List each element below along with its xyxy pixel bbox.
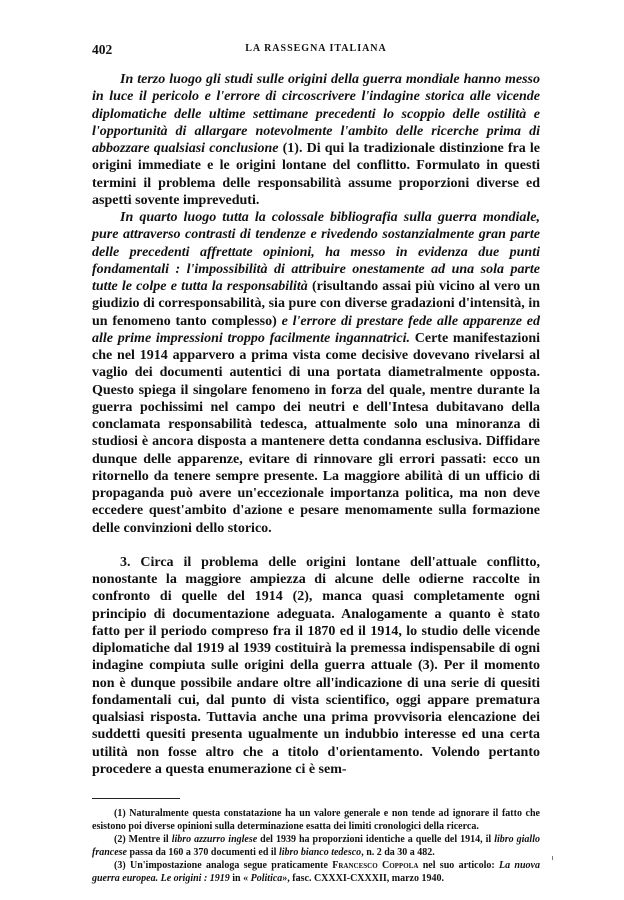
paragraph-2 <box>92 209 540 537</box>
paragraph-2-text-1: (risultando assai più vicino al vero un giudizio di corresponsabilità, sia pure con diverse gradazioni d'intensità, in un fenomeno tanto complesso) <box>92 279 540 329</box>
paragraph-2-text-2: Certe manifestazioni che nel 1914 apparvero a prima vista come decisive dovevano rivelarsi al vaglio dei documenti autentici di una portata diametralmente opposta. Questo spiega il singolare fenomeno in forza del quale, mentre durante la guerra pochissimi nel campo dei neutri e dell'Intesa dubitavano della conclamata responsabilità tedesca, attualmente solo una minoranza di studiosi è ancora disposta a mantenere detta condanna esclusiva. Diffidare dunque delle apparenze, evitare di rinnovare gli errori passati: ecco un ritornello da tenere sempre presente. La maggiore abilità di un ufficio di propaganda può avere un'eccezionale importanza politica, ma non deve eccedere quest'ambito d'azione e pesare menomamente sulla formazione delle convinzioni dello storico. <box>92 330 540 536</box>
paragraph-1-italic: In terzo luogo gli studi sulle origini della guerra mondiale hanno messo in luce il pericolo e l'errore di circoscrivere l'indagine storica alle vicende diplomatiche delle ultime settimane precedenti lo scoppio delle ostilità e l'opportunità di allargare notevolmente l'ambito delle ricerche prima di abbozzare qualsiasi conclusione <box>92 72 540 156</box>
page-number: 402 <box>92 42 113 57</box>
footnote-3-italic: Politica <box>250 873 283 884</box>
footnote-3 <box>92 859 540 885</box>
paragraph-2-italic-2: e l'errore di prestare fede alle apparenze ed alle prime impressioni troppo facilmente ingannatrici. <box>92 313 540 346</box>
footnote-2-text: del 1939 ha proporzioni identiche a quelle del 1914, il <box>257 834 495 845</box>
paragraph-1 <box>92 71 540 209</box>
footnote-2-italic: libro giallo francese <box>92 834 540 858</box>
page-header <box>92 42 540 58</box>
footnote-2-italic: libro bianco tedesco <box>278 847 362 858</box>
paragraph-3: 3. Circa il problema delle origini lontane dell'attuale conflitto, nonostante la maggiore ampiezza di alcune delle odierne raccolte in confronto di quelle del 1914 (2), manca quasi completamente ogni principio di documentazione adeguata. Analogamente a quanto è stato fatto per il periodo compreso fra il 1870 ed il 1914, lo studio delle vicende diplomatiche dal 1919 al 1939 costituirà la premessa indispensabile di ogni indagine compiuta sulle origini della guerra attuale (3). Per il momento non è dunque possibile andare oltre all'indicazione di una serie di quesiti fondamentali cui, dal punto di vista scientifico, oggi appare prematura qualsiasi risposta. Tuttavia anche una prima provvisoria elencazione dei suddetti quesiti presenta ugualmente un indubbio interesse ed una certa utilità non fosse altro che a titolo d'orientamento. Volendo pertanto procedere a questa enumerazione ci è sem- <box>92 554 540 777</box>
footnote-2-text: passa da 160 a 370 documenti ed il <box>127 847 279 858</box>
paragraph-2-italic-1: In quarto luogo tutta la colossale bibliografia sulla guerra mondiale, pure attraverso contrasti di tendenze e rivedendo sostanzialmente gran parte delle precedenti affrettate opinioni, ha messo in evidenza due punti fondamentali : l'impossibilità di attribuire onestamente ad una sola parte tutte le colpe e tutta la responsabilità <box>92 210 540 294</box>
footnote-2-italic: libro azzurro inglese <box>171 834 258 845</box>
footnote-3-author: Francesco Coppola <box>332 860 419 871</box>
footnote-2-text: , n. 2 da 30 a 482. <box>361 847 435 858</box>
footnotes <box>92 807 540 885</box>
running-title: LA RASSEGNA ITALIANA <box>245 43 387 54</box>
main-text <box>92 71 540 885</box>
footnote-3-text: », fasc. CXXXI-CXXXII, marzo 1940. <box>282 873 444 884</box>
paragraph-1-text: (1). Di qui la tradizionale distinzione fra le origini immediate e le origini lontane del conflitto. Formulato in questi termini il problema delle responsabilità assume proporzioni diverse ed aspetti sovente impreveduti. <box>92 141 541 208</box>
footnote-3-italic: La nuova guerra europea. Le origini : 1919 <box>92 860 540 884</box>
footnote-3-text: (3) Un'impostazione analoga segue praticamente <box>114 860 333 871</box>
footnote-divider <box>92 798 180 799</box>
footnote-2 <box>92 833 540 859</box>
footnote-3-text: in « <box>229 873 251 884</box>
footnote-2-text: (2) Mentre il <box>114 834 172 845</box>
footnote-1: (1) Naturalmente questa constatazione ha un valore generale e non tende ad ignorare il fatto che esistono poi diverse opinioni sulla determinazione esatta dei limiti cronologici della ricerca. <box>92 808 540 832</box>
footnote-3-text: nel suo articolo: <box>418 860 499 871</box>
scan-mark <box>552 856 553 860</box>
